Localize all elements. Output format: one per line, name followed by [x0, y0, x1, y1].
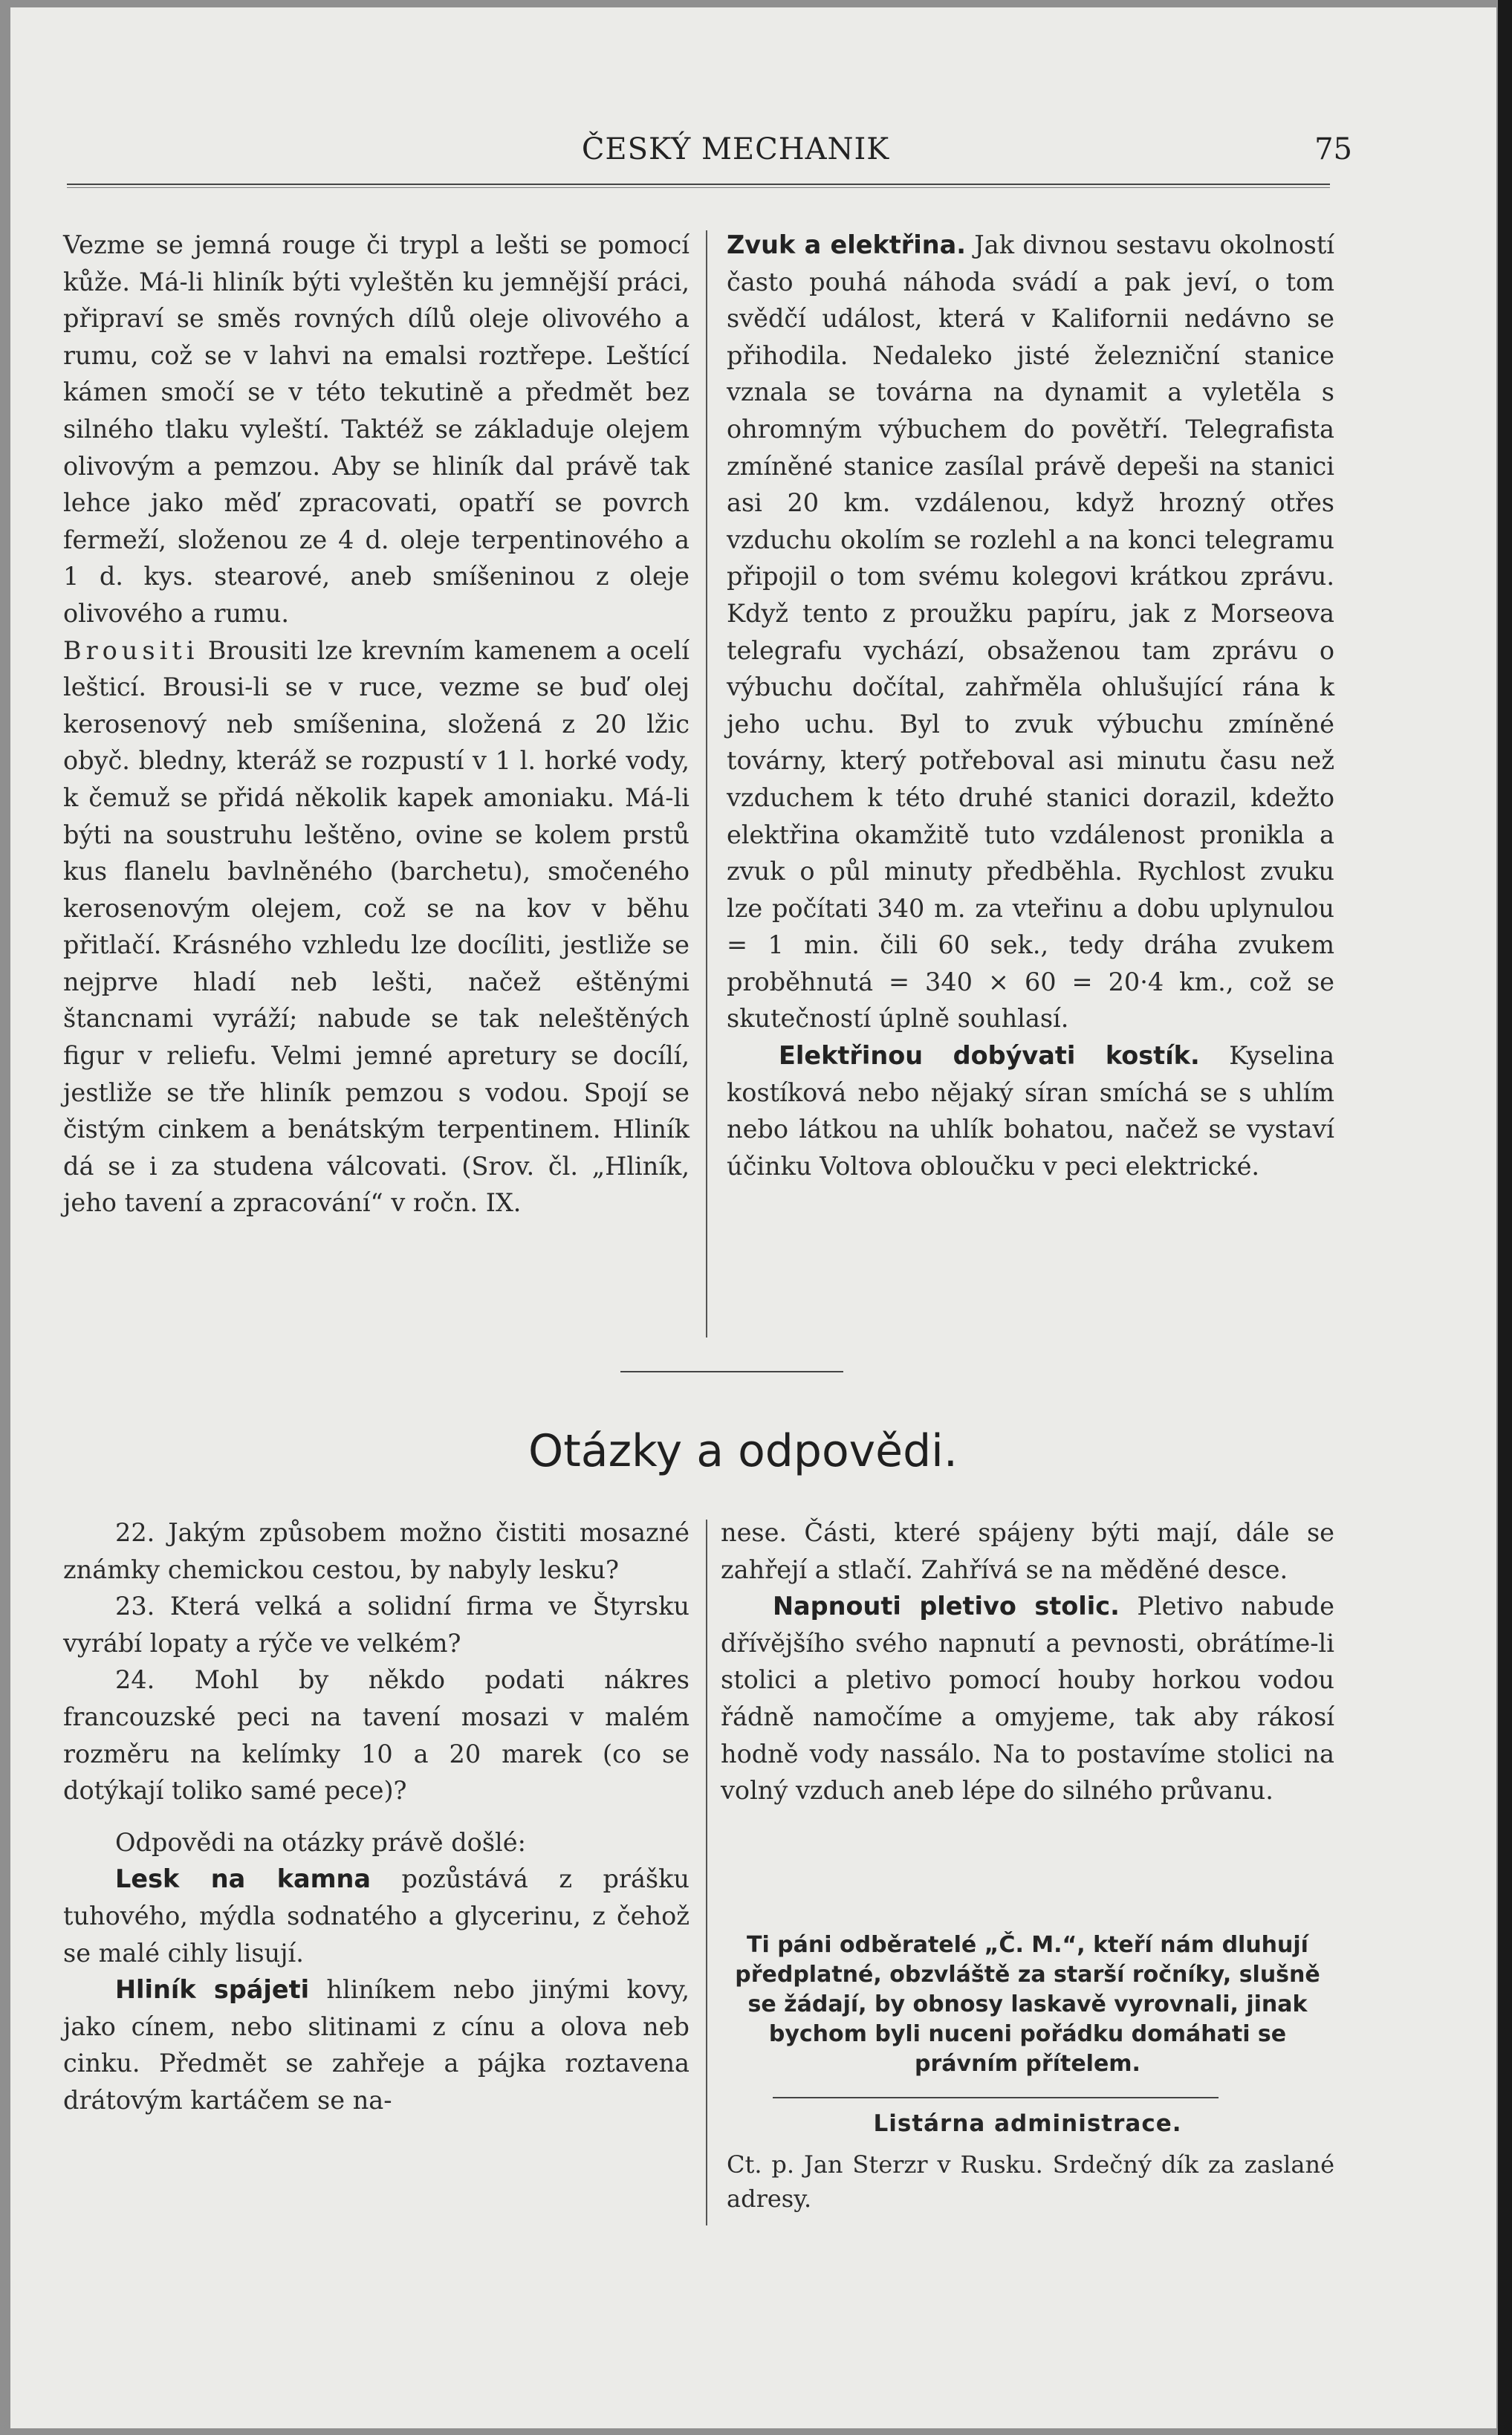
answer — [63, 1861, 690, 1971]
question: 22. Jakým způsobem možno čistiti mosazné známky chemickou cestou, by nabyly lesku? — [63, 1518, 690, 1584]
article-text: Jak divnou sestavu okolností často pouhá náhoda svádí a pak jeví, o tom svědčí událost, která v Kalifornii nedávno se přihodila. Nedaleko jisté železniční stanice vznala se továrna na dynamit a vyletěla s ohromným výbuchem do povětří. Telegrafista zmíněné stanice zasílal právě depeši na stanici asi 20 km. vzdálenou, když hrozný otřes vzduchu okolím se rozlehl a na konci telegramu připojil o tom svému kolegovi krátkou zprávu. Když tento z proužku papíru, jak z Morseova telegrafu vychází, obsaženou tam zprávu o výbuchu dočítal, zahřměla ohlušující rána k jeho uchu. Byl to zvuk výbuchu zmíněné továrny, který potřeboval asi minutu času než vzduchem k této druhé stanici dorazil, kdežto elektřina okamžitě tuto vzdálenost pronikla a zvuk o půl minuty předběhla. Rychlost zvuku lze počítati 340 m. za vteřinu a dobu uplynulou = 1 min. čili 60 sek., tedy dráha zvukem proběhnutá = 340 × 60 = 20·4 km., což se skutečností úplně souhlasí. — [727, 230, 1334, 1034]
answers-intro: Odpovědi na otázky právě došlé: — [115, 1827, 526, 1857]
article-heading: Zvuk a elektřina. — [727, 230, 966, 259]
question: 23. Která velká a solidní firma ve Štyrsku vyrábí lopaty a rýče ve velkém? — [63, 1592, 690, 1658]
notice-separator — [773, 2097, 1219, 2098]
article-heading: Napnouti pletivo stolic. — [773, 1592, 1120, 1621]
question: 24. Mohl by někdo podati nákres francouzské peci na tavení mosazi v malém rozměru na kelímky 10 a 20 marek (co se dotýkají toliko samé pece)? — [63, 1665, 690, 1806]
paragraph: nese. Části, které spájeny býti mají, dále se zahřejí a stlačí. Zahřívá se na měděné desce. — [721, 1518, 1334, 1584]
paragraph-text: Brousiti lze krevním kamenem a ocelí lešticí. Brousi-li se v ruce, vezme se buď olej kerosenový neb smíšenina, složená z 20 lžic obyč. bledny, kteráž se rozpustí v 1 l. horké vody, k čemuž se přidá několik kapek amoniaku. Má-li býti na soustruhu leštěno, ovine se kolem prstů kus flanelu bavlněného (barchetu), smočeného kerosenovým olejem, což se na kov v běhu přitlačí. Krásného vzhledu lze docíliti, jestliže se nejprve hladí neb lešti, načež eštěnými štancnami vyráží; nabude se tak neleštěných figur v reliefu. Velmi jemné apretury se docílí, jestliže se tře hliník pemzou s vodou. Spojí se čistým cinkem a benátským terpentinem. Hliník dá se i za studena válcovati. (Srov. čl. „Hliník, jeho tavení a zpracování“ v ročn. IX. — [63, 635, 690, 1218]
answer — [63, 1971, 690, 2118]
column-right-top — [727, 227, 1334, 1184]
page-number: 75 — [1314, 132, 1352, 166]
column-left-bottom — [63, 1514, 690, 2119]
article-text: Kyselina kostíková nebo nějaký síran smíchá se s uhlím nebo látkou na uhlík bohatou, načež se vystaví účinku Voltova obloučku v peci elektrické. — [727, 1041, 1334, 1181]
column-left-top — [63, 227, 690, 1222]
listarna-text: Ct. p. Jan Sterzr v Rusku. Srdečný dík za zaslané adresy. — [727, 2150, 1334, 2213]
notice-text: Ti páni odběratelé „Č. M.“, kteří nám dluhují předplatné, — [735, 1932, 1308, 1988]
listarna-title: Listárna administrace. — [873, 2110, 1182, 2137]
answer-text: pozůstává z prášku tuhového, mýdla sodnatého a glycerinu, z čehož se malé cihly lisují. — [63, 1864, 690, 1968]
column-divider — [706, 1520, 707, 2225]
section-title: Otázky a odpovědi. — [528, 1425, 958, 1477]
spaced-word: Brousiti — [63, 635, 199, 665]
section-separator — [620, 1371, 843, 1372]
paragraph: Vezme se jemná rouge či trypl a lešti se pomocí kůže. Má-li hliník býti vyleštěn ku jemnější práci, připraví se směs rovných dílů oleje olivového a rumu, což se v lahvi na emalsi roztřepe. Leštící kámen smočí se v této tekutině a předmět bez silného tlaku vyleští. Taktéž se základuje olejem olivovým a pemzou. Aby se hliník dal právě tak lehce jako měď zpracovati, opatří se povrch fermeží, složenou ze 4 d. oleje terpentinového a 1 d. kys. stearové, aneb smíšeninou z oleje olivového a rumu. — [63, 230, 690, 628]
journal-title: ČESKÝ MECHANIK — [581, 132, 890, 166]
article-zvuk — [727, 227, 1334, 1037]
page-header — [67, 132, 1352, 177]
notice-text: slušně se žádají, by obnosy laskavě vyrovnali, jinak bychom byli nuceni pořádku domáhati se právním přítelem. — [747, 1962, 1320, 2077]
column-right-bottom — [721, 1514, 1334, 1809]
answer-heading: Hliník spájeti — [115, 1975, 310, 2005]
article-kostik — [727, 1037, 1334, 1184]
article-pletivo — [721, 1588, 1334, 1809]
answer-heading: Lesk na kamna — [115, 1864, 371, 1894]
column-divider — [706, 230, 707, 1338]
article-heading: Elektřinou dobývati kostík. — [779, 1041, 1200, 1071]
paragraph — [63, 632, 690, 1222]
subscriber-notice — [721, 1930, 1334, 2079]
answer-text: hliníkem nebo jinými kovy, jako cínem, nebo slitinami z cínu a olova neb cinku. Předmět se zahřeje a pájka roztavena drátovým kartáčem se na- — [63, 1975, 690, 2115]
page-edge — [1498, 0, 1512, 2435]
article-text: Pletivo nabude dřívějšího svého napnutí a pevnosti, obrátíme-li stolici a pletivo pomocí houby horkou vodou řádně namočíme a omyjeme, tak aby rákosí hodně vody nassálo. Na to postavíme stolici na volný vzduch aneb lépe do silného průvanu. — [721, 1592, 1335, 1806]
header-rule — [67, 184, 1330, 188]
notice-emphasis: obzvláště za starší ročníky, — [889, 1962, 1232, 1988]
